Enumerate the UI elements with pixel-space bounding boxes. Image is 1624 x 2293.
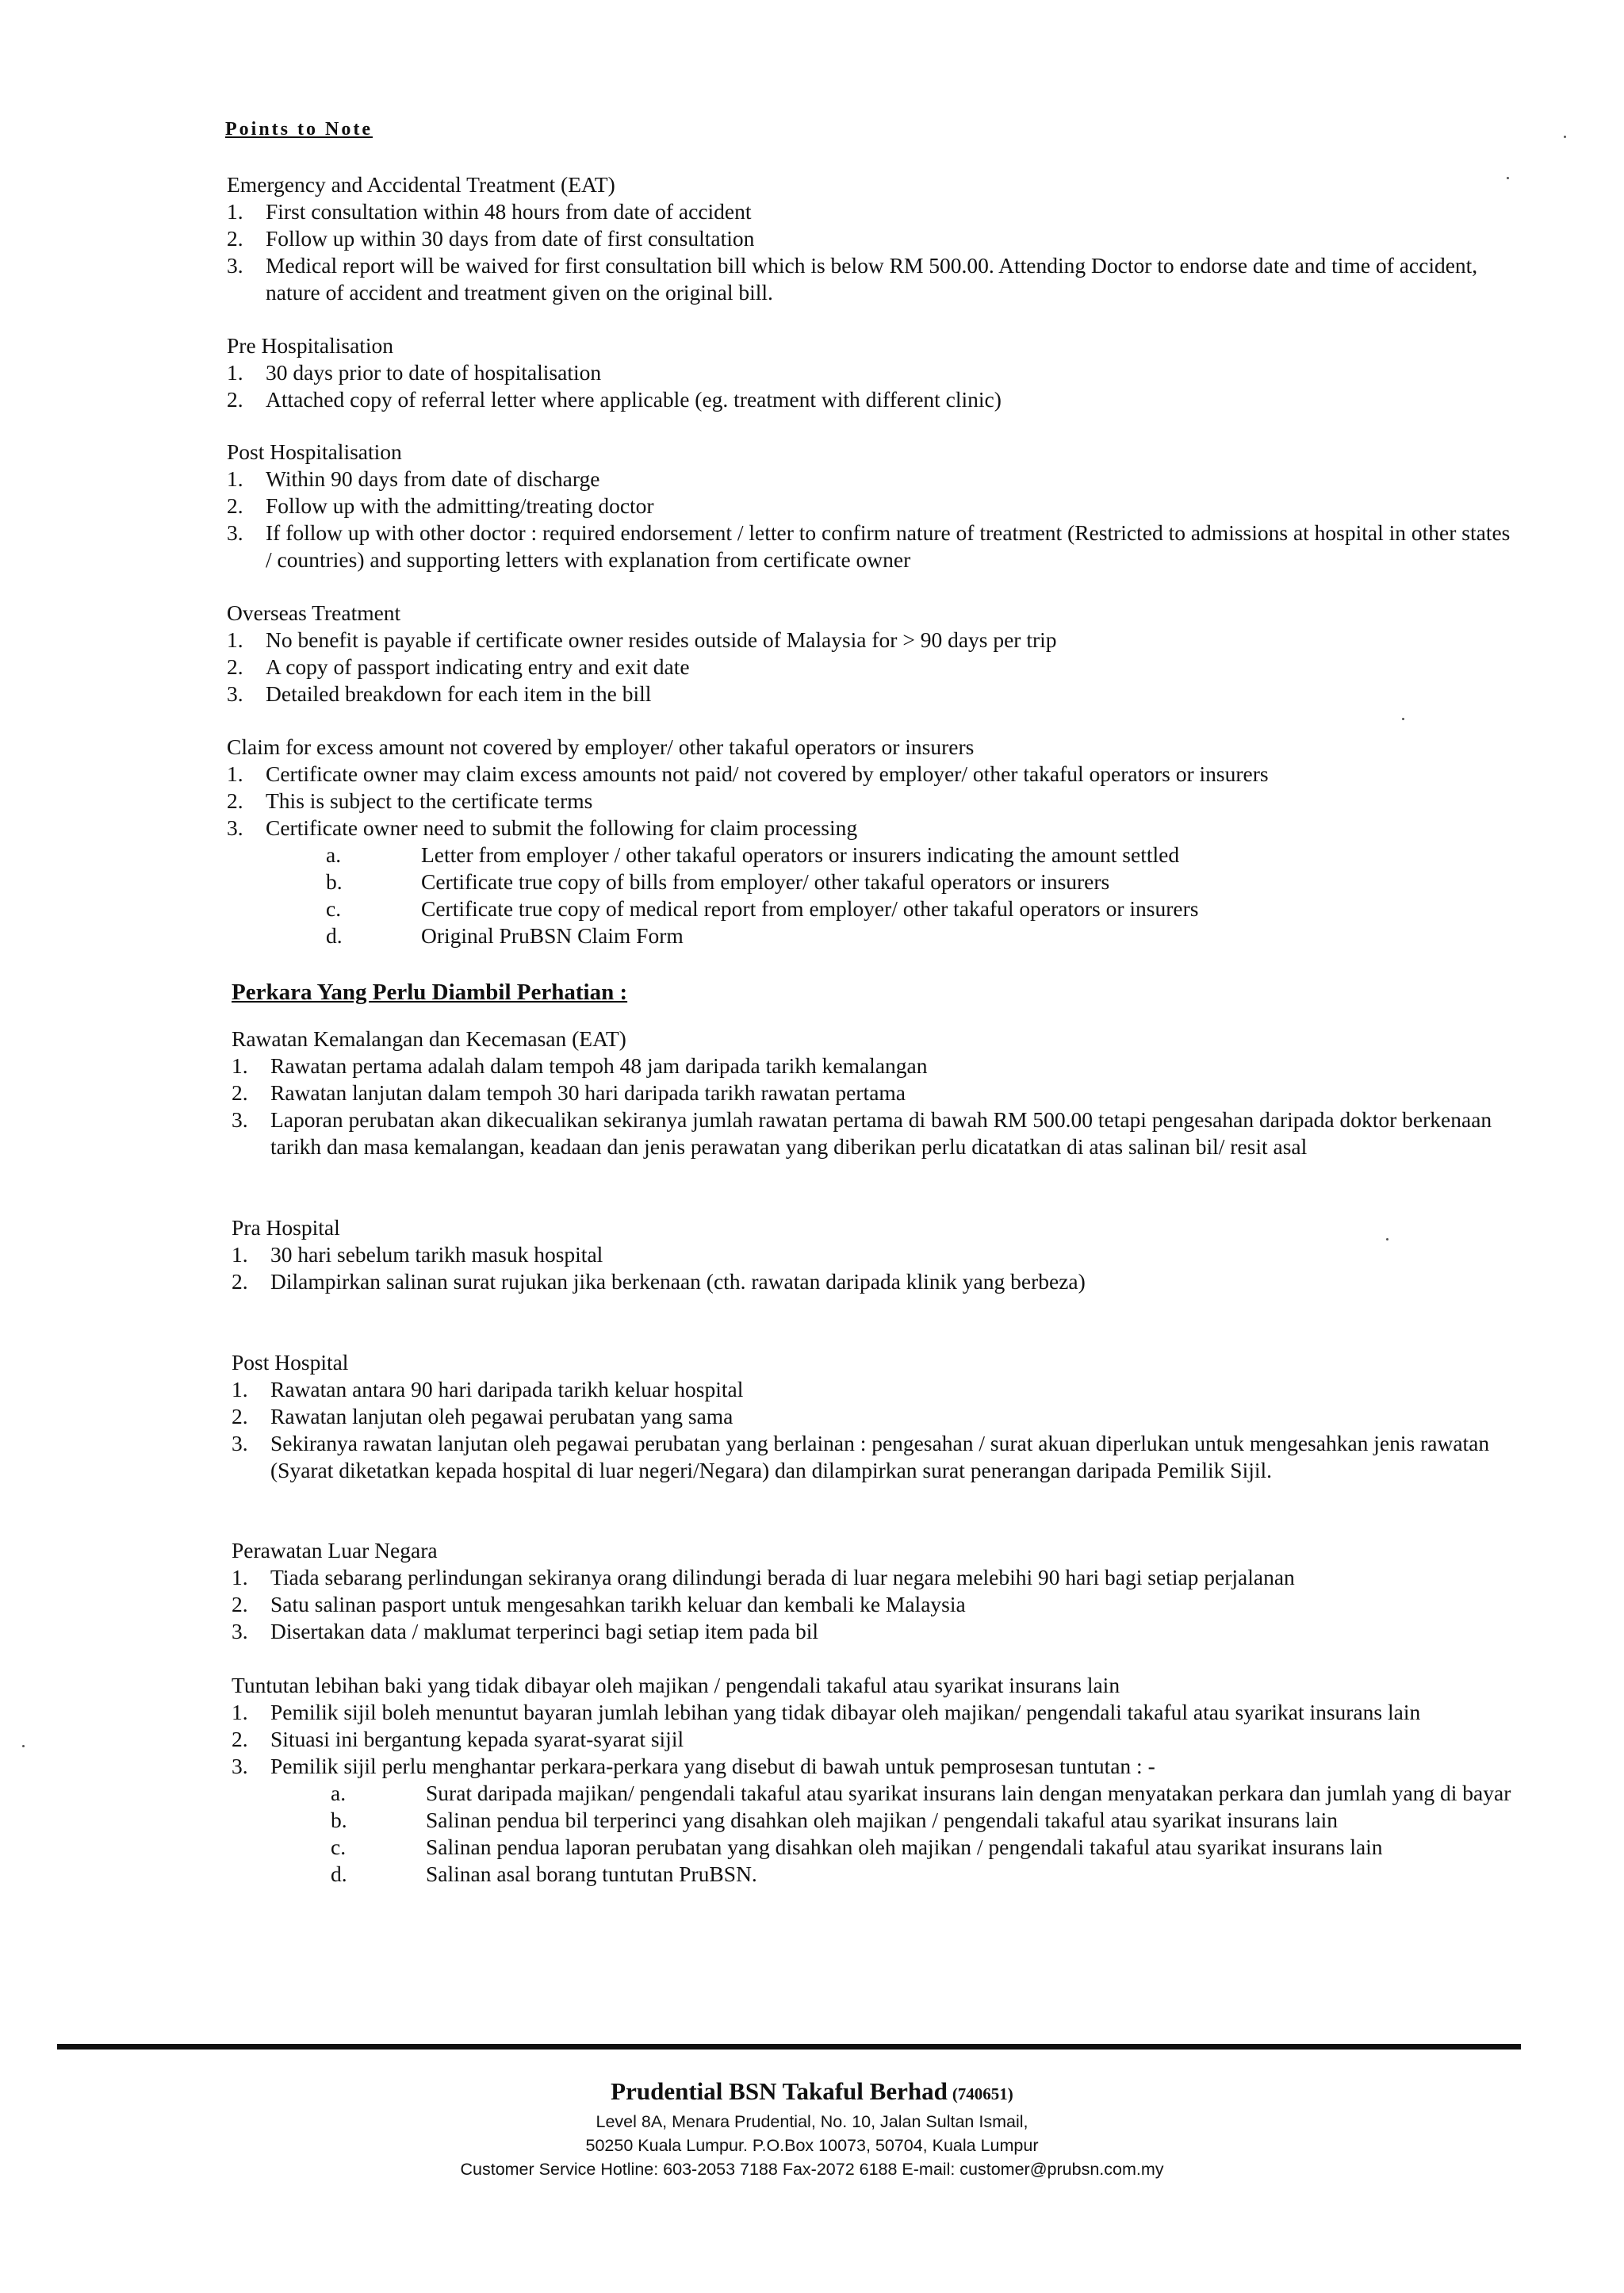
sub-item-letter: d. bbox=[326, 923, 343, 948]
section-title: Post Hospital bbox=[232, 1350, 349, 1375]
item-number: 1. bbox=[232, 1242, 248, 1267]
list-item bbox=[227, 225, 1511, 252]
list-item bbox=[232, 1106, 1516, 1160]
eat-section bbox=[227, 171, 1511, 306]
item-text: Attached copy of referral letter where applicable (eg. treatment with different clinic) bbox=[266, 387, 1002, 412]
list-item bbox=[232, 1430, 1516, 1484]
item-number: 1. bbox=[232, 1565, 248, 1589]
sub-item-text: Original PruBSN Claim Form bbox=[421, 923, 684, 948]
item-text: Pemilik sijil boleh menuntut bayaran jumlah lebihan yang tidak dibayar oleh majikan/ pengendali takaful atau syarikat insurans lain bbox=[270, 1700, 1421, 1724]
item-text: Rawatan lanjutan oleh pegawai perubatan yang sama bbox=[270, 1404, 733, 1428]
item-number: 2. bbox=[232, 1727, 248, 1751]
section-title: Tuntutan lebihan baki yang tidak dibayar oleh majikan / pengendali takaful atau syarikat insurans lain bbox=[232, 1673, 1120, 1697]
sub-item bbox=[232, 1834, 1516, 1861]
item-number: 1. bbox=[232, 1053, 248, 1078]
sub-item-letter: c. bbox=[326, 896, 342, 921]
footer-divider bbox=[57, 2044, 1521, 2050]
list-item bbox=[227, 788, 1511, 815]
scan-speck bbox=[1564, 136, 1566, 138]
item-text: Laporan perubatan akan dikecualikan sekiranya jumlah rawatan pertama di bawah RM 500.00 tetapi pengesahan daripada doktor berkenaan tarikh dan masa kemalangan, keadaan dan jenis perawatan yang diberikan perlu dicatatkan di atas salinan bil/ resit asal bbox=[270, 1107, 1492, 1159]
sub-item bbox=[227, 922, 1511, 949]
item-number: 2. bbox=[232, 1269, 248, 1294]
item-number: 2. bbox=[227, 493, 243, 518]
item-text: Rawatan antara 90 hari daripada tarikh keluar hospital bbox=[270, 1377, 744, 1401]
list-item bbox=[227, 493, 1511, 520]
post-hospital-section-malay bbox=[232, 1349, 1516, 1484]
item-text: Certificate owner need to submit the following for claim processing bbox=[266, 815, 858, 840]
section-title: Claim for excess amount not covered by employer/ other takaful operators or insurers bbox=[227, 734, 975, 759]
list-item bbox=[227, 198, 1511, 225]
item-text: No benefit is payable if certificate owner resides outside of Malaysia for > 90 days per trip bbox=[266, 627, 1057, 652]
item-text: Situasi ini bergantung kepada syarat-syarat sijil bbox=[270, 1727, 684, 1751]
item-text: Satu salinan pasport untuk mengesahkan tarikh keluar dan kembali ke Malaysia bbox=[270, 1592, 966, 1616]
item-number: 1. bbox=[227, 761, 243, 786]
list-item bbox=[227, 815, 1511, 842]
item-text: Disertakan data / maklumat terperinci bagi setiap item pada bil bbox=[270, 1619, 819, 1643]
luar-negara-section bbox=[232, 1537, 1516, 1645]
item-number: 3. bbox=[232, 1754, 248, 1778]
section-title: Perawatan Luar Negara bbox=[232, 1538, 438, 1563]
item-number: 2. bbox=[232, 1592, 248, 1616]
list-item bbox=[232, 1591, 1516, 1618]
scan-speck bbox=[1386, 1238, 1388, 1240]
address-line-1: Level 8A, Menara Prudential, No. 10, Jalan Sultan Ismail, bbox=[596, 2112, 1028, 2131]
contact-line: Customer Service Hotline: 603-2053 7188 Fax-2072 6188 E-mail: customer@prubsn.com.my bbox=[460, 2160, 1164, 2179]
item-number: 1. bbox=[232, 1700, 248, 1724]
sub-item-letter: a. bbox=[331, 1781, 347, 1805]
list-item bbox=[232, 1753, 1516, 1780]
section-title: Post Hospitalisation bbox=[227, 439, 402, 464]
section-title: Pre Hospitalisation bbox=[227, 333, 394, 358]
item-text: 30 hari sebelum tarikh masuk hospital bbox=[270, 1242, 603, 1267]
item-text: Within 90 days from date of discharge bbox=[266, 466, 600, 491]
perkara-heading: Perkara Yang Perlu Diambil Perhatian : bbox=[232, 980, 628, 1005]
list-item bbox=[232, 1376, 1516, 1403]
item-number: 3. bbox=[232, 1619, 248, 1643]
list-item bbox=[232, 1403, 1516, 1430]
item-text: Rawatan lanjutan dalam tempoh 30 hari daripada tarikh rawatan pertama bbox=[270, 1080, 906, 1105]
item-number: 2. bbox=[227, 788, 243, 813]
company-name: Prudential BSN Takaful Berhad bbox=[611, 2077, 948, 2105]
item-number: 1. bbox=[227, 360, 243, 385]
list-item bbox=[232, 1053, 1516, 1079]
sub-item-text: Surat daripada majikan/ pengendali takaful atau syarikat insurans lain dengan menyatakan perkara dan jumlah yang di bayar bbox=[426, 1781, 1511, 1805]
item-text: First consultation within 48 hours from date of accident bbox=[266, 199, 752, 224]
item-number: 3. bbox=[227, 815, 243, 840]
sub-item bbox=[232, 1861, 1516, 1888]
item-text: Certificate owner may claim excess amounts not paid/ not covered by employer/ other takaful operators or insurers bbox=[266, 761, 1269, 786]
address-line-2: 50250 Kuala Lumpur. P.O.Box 10073, 50704, Kuala Lumpur bbox=[585, 2136, 1039, 2155]
list-item bbox=[227, 681, 1511, 707]
eat-section-malay bbox=[232, 1026, 1516, 1160]
scan-speck bbox=[1402, 718, 1404, 720]
sub-item bbox=[227, 842, 1511, 869]
section-title: Overseas Treatment bbox=[227, 600, 401, 625]
points-to-note-heading: Points to Note bbox=[225, 119, 373, 140]
sub-item-text: Certificate true copy of medical report from employer/ other takaful operators or insurers bbox=[421, 896, 1199, 921]
item-text: If follow up with other doctor : required endorsement / letter to confirm nature of treatment (Restricted to admissions at hospital in other states / countries) and supporting letters with explanation from certificate owner bbox=[266, 520, 1511, 572]
scan-speck bbox=[1507, 177, 1509, 179]
item-text: Follow up with the admitting/treating doctor bbox=[266, 493, 654, 518]
tuntutan-section bbox=[232, 1672, 1516, 1888]
item-number: 2. bbox=[227, 654, 243, 679]
item-number: 1. bbox=[227, 627, 243, 652]
list-item bbox=[227, 386, 1511, 413]
sub-item-letter: b. bbox=[331, 1808, 347, 1832]
item-number: 3. bbox=[232, 1431, 248, 1455]
item-text: Tiada sebarang perlindungan sekiranya orang dilindungi berada di luar negara melebihi 90 hari bagi setiap perjalanan bbox=[270, 1565, 1295, 1589]
item-text: Follow up within 30 days from date of first consultation bbox=[266, 226, 755, 251]
section-title: Emergency and Accidental Treatment (EAT) bbox=[227, 172, 615, 197]
sub-item-text: Salinan pendua laporan perubatan yang disahkan oleh majikan / pengendali takaful atau syarikat insurans lain bbox=[426, 1835, 1383, 1859]
scan-speck bbox=[22, 1745, 25, 1747]
sub-item-text: Salinan asal borang tuntutan PruBSN. bbox=[426, 1862, 757, 1886]
item-text: Detailed breakdown for each item in the bill bbox=[266, 681, 652, 706]
item-number: 3. bbox=[227, 253, 243, 278]
overseas-treatment-section bbox=[227, 600, 1511, 707]
list-item bbox=[227, 252, 1511, 306]
sub-item-letter: b. bbox=[326, 869, 343, 894]
item-number: 1. bbox=[227, 199, 243, 224]
company-reg-no: (740651) bbox=[952, 2084, 1013, 2103]
pra-hospital-section bbox=[232, 1214, 1516, 1295]
sub-item bbox=[232, 1780, 1516, 1807]
list-item bbox=[227, 761, 1511, 788]
item-text: Rawatan pertama adalah dalam tempoh 48 jam daripada tarikh kemalangan bbox=[270, 1053, 928, 1078]
list-item bbox=[227, 520, 1511, 573]
item-text: Dilampirkan salinan surat rujukan jika berkenaan (cth. rawatan daripada klinik yang berbeza) bbox=[270, 1269, 1086, 1294]
list-item bbox=[227, 627, 1511, 654]
list-item bbox=[227, 654, 1511, 681]
list-item bbox=[232, 1079, 1516, 1106]
company-line bbox=[0, 2076, 1624, 2110]
item-text: Pemilik sijil perlu menghantar perkara-perkara yang disebut di bawah untuk pemprosesan tuntutan : - bbox=[270, 1754, 1155, 1778]
item-text: A copy of passport indicating entry and exit date bbox=[266, 654, 690, 679]
item-number: 3. bbox=[227, 681, 243, 706]
list-item bbox=[227, 466, 1511, 493]
claim-excess-section bbox=[227, 734, 1511, 949]
pre-hospitalisation-section bbox=[227, 332, 1511, 413]
sub-item-letter: c. bbox=[331, 1835, 347, 1859]
item-number: 3. bbox=[227, 520, 243, 545]
item-number: 1. bbox=[232, 1377, 248, 1401]
list-item bbox=[232, 1241, 1516, 1268]
footer bbox=[0, 2076, 1624, 2181]
item-text: This is subject to the certificate terms bbox=[266, 788, 593, 813]
item-number: 2. bbox=[227, 226, 243, 251]
item-number: 1. bbox=[227, 466, 243, 491]
sub-item-text: Letter from employer / other takaful operators or insurers indicating the amount settled bbox=[421, 842, 1180, 867]
item-number: 2. bbox=[232, 1404, 248, 1428]
item-number: 2. bbox=[232, 1080, 248, 1105]
item-number: 2. bbox=[227, 387, 243, 412]
item-text: 30 days prior to date of hospitalisation bbox=[266, 360, 602, 385]
section-title: Pra Hospital bbox=[232, 1215, 340, 1240]
item-text: Medical report will be waived for first consultation bill which is below RM 500.00. Attending Doctor to endorse date and time of accident, nature of accident and treatment given on the original bill. bbox=[266, 253, 1478, 305]
list-item bbox=[227, 359, 1511, 386]
list-item bbox=[232, 1268, 1516, 1295]
sub-item bbox=[227, 895, 1511, 922]
section-title: Rawatan Kemalangan dan Kecemasan (EAT) bbox=[232, 1026, 626, 1051]
sub-item-letter: d. bbox=[331, 1862, 347, 1886]
list-item bbox=[232, 1726, 1516, 1753]
list-item bbox=[232, 1618, 1516, 1645]
item-number: 3. bbox=[232, 1107, 248, 1132]
list-item bbox=[232, 1699, 1516, 1726]
item-text: Sekiranya rawatan lanjutan oleh pegawai perubatan yang berlainan : pengesahan / surat akuan diperlukan untuk mengesahkan jenis rawatan (Syarat diketatkan kepada hospital di luar negeri/Negara) dan dilampirkan surat penerangan daripada Pemilik Sijil. bbox=[270, 1431, 1490, 1482]
sub-item bbox=[232, 1807, 1516, 1834]
sub-item-text: Certificate true copy of bills from employer/ other takaful operators or insurers bbox=[421, 869, 1110, 894]
sub-item bbox=[227, 869, 1511, 895]
sub-item-letter: a. bbox=[326, 842, 342, 867]
sub-item-text: Salinan pendua bil terperinci yang disahkan oleh majikan / pengendali takaful atau syarikat insurans lain bbox=[426, 1808, 1339, 1832]
list-item bbox=[232, 1564, 1516, 1591]
post-hospitalisation-section bbox=[227, 439, 1511, 573]
